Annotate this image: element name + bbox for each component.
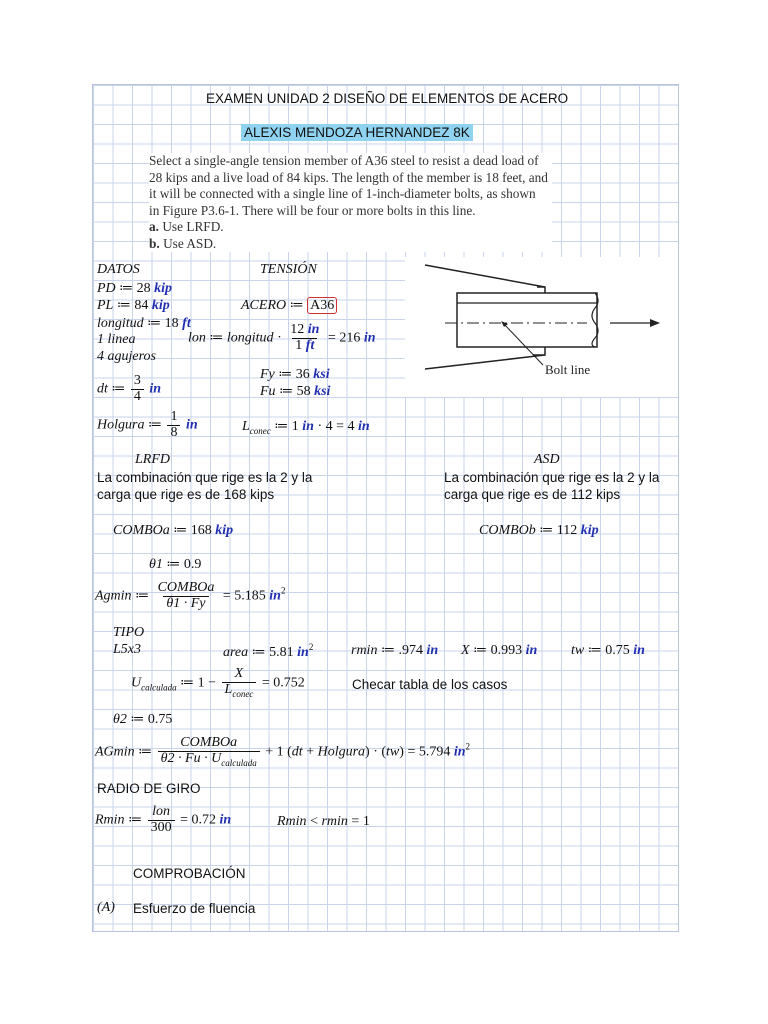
asd-text-line2: carga que rige es de 112 kips (444, 487, 621, 502)
tipo-heading: TIPO (113, 625, 145, 640)
problem-statement (149, 153, 552, 252)
angle-bolt-figure (405, 257, 678, 397)
tipo-value: L5x3 (113, 642, 141, 657)
page-title: EXAMEN UNIDAD 2 DISEÑO DE ELEMENTOS DE ACERO (206, 91, 569, 106)
problem-line: Select a single-angle tension member of A36 steel to resist a dead load of (149, 153, 539, 168)
lrfd-text-line1: La combinación que rige es la 2 y la (97, 470, 313, 485)
angle-member (457, 293, 597, 347)
lrfd-text-line2: carga que rige es de 168 kips (97, 487, 275, 502)
ucalculada-definition: $U_{calculada}$ ≔ 1 − $\frac{X}{L_{conec}}$ = 0.752 (131, 666, 305, 699)
agmin-fraction: $\frac{\text{COMBOa}}{\theta 1 \cdot Fy}$ (157, 580, 215, 611)
acero-definition: ACERO ≔ A36 (241, 297, 337, 314)
tension-heading: TENSIÓN (260, 262, 317, 277)
tension-arrow-head (650, 319, 660, 327)
author-highlight: ALEXIS MENDOZA HERNANDEZ 8K (241, 124, 473, 141)
fy-definition: Fy ≔ 36 ksi (260, 367, 330, 382)
agmin-definition: Agmin ≔ $\frac{\text{COMBOa}}{\theta 1 \cdot Fy}$ = 5.185 $in^2$ (95, 580, 286, 611)
x-definition: X ≔ 0.993 in (461, 643, 538, 658)
theta2-definition: θ2 ≔ 0.75 (113, 712, 173, 727)
problem-line: in Figure P3.6-1. There will be four or more bolts in this line. (149, 202, 476, 218)
ucalculada-fraction: $\frac{X}{L_{conec}}$ (222, 667, 257, 699)
pl-definition: PL ≔ 84 kip (97, 298, 170, 313)
rmin2-definition: Rmin ≔ $\frac{\text{lon}}{300}$ = 0.72 in (95, 804, 232, 835)
area-definition: area ≔ 5.81 $in^2$ (223, 642, 314, 660)
dt-definition: dt ≔ $\frac{3}{4}$ in (97, 373, 162, 404)
linea-note: 1 linea (97, 332, 136, 347)
bolt-line-label: Bolt line (545, 362, 591, 377)
comprobacion-heading: COMPROBACIÓN (133, 866, 246, 881)
esfuerzo-fluencia-label: Esfuerzo de fluencia (133, 901, 256, 916)
asd-heading: ASD (534, 452, 560, 467)
datos-heading: DATOS (97, 262, 140, 277)
problem-line: 28 kips and a live load of 84 kips. The length of the member is 18 feet, and (149, 169, 548, 185)
worksheet (92, 84, 679, 932)
comboa-definition: COMBOa ≔ 168 kip (113, 523, 234, 538)
item-a-label: (A) (97, 900, 115, 915)
pd-definition: PD ≔ 28 kip (97, 281, 173, 296)
connection-figure (405, 257, 678, 397)
lrfd-heading: LRFD (135, 452, 170, 467)
acero-value: A36 (307, 297, 337, 314)
problem-item-a: a. Use LRFD. (149, 219, 224, 234)
tw-definition: tw ≔ 0.75 in (571, 643, 645, 658)
agmin2-definition: AGmin ≔ $\frac{\text{COMBOa}}{\theta 2 \cdot Fu \cdot U_{calculada}}$ + 1 (dt + Holgura) · (tw) = 5.794 $in^2$ (95, 735, 471, 768)
holgura-definition: Holgura ≔ $\frac{1}{8}$ in (97, 409, 198, 440)
agujeros-note: 4 agujeros (97, 349, 156, 364)
radio-heading: RADIO DE GIRO (97, 781, 201, 796)
author-name (241, 125, 473, 140)
dt-fraction: $\frac{3}{4}$ (131, 374, 144, 404)
fu-definition: Fu ≔ 58 ksi (260, 384, 331, 399)
rmin2-fraction: $\frac{\text{lon}}{300}$ (148, 805, 175, 835)
agmin2-fraction: $\frac{\text{COMBOa}}{\theta 2 \cdot Fu \cdot U_{calculada}}$ (158, 736, 260, 768)
problem-item-b: b. Use ASD. (149, 235, 217, 251)
longitud-definition: longitud ≔ 18 ft (97, 316, 191, 331)
problem-line: it will be connected with a single line of 1-inch-diameter bolts, as shown (149, 186, 536, 201)
rmin-definition: rmin ≔ .974 in (351, 643, 439, 658)
combob-definition: COMBOb ≔ 112 kip (479, 523, 599, 538)
asd-text-line1: La combinación que rige es la 2 y la (444, 470, 660, 485)
checar-note: Checar tabla de los casos (352, 677, 508, 692)
lconec-definition: $L_{conec}$ ≔ 1 in · 4 = 4 in (242, 419, 370, 436)
lon-fraction: $\frac{12 in}{1 ft}$ (290, 322, 320, 353)
lon-definition: lon ≔ longitud · $\frac{12 in}{1 ft}$ = 216 in (188, 322, 376, 353)
theta1-definition: θ1 ≔ 0.9 (149, 557, 202, 572)
rmin-comparison: Rmin < rmin = 1 (277, 814, 370, 829)
holgura-fraction: $\frac{1}{8}$ (167, 410, 180, 440)
